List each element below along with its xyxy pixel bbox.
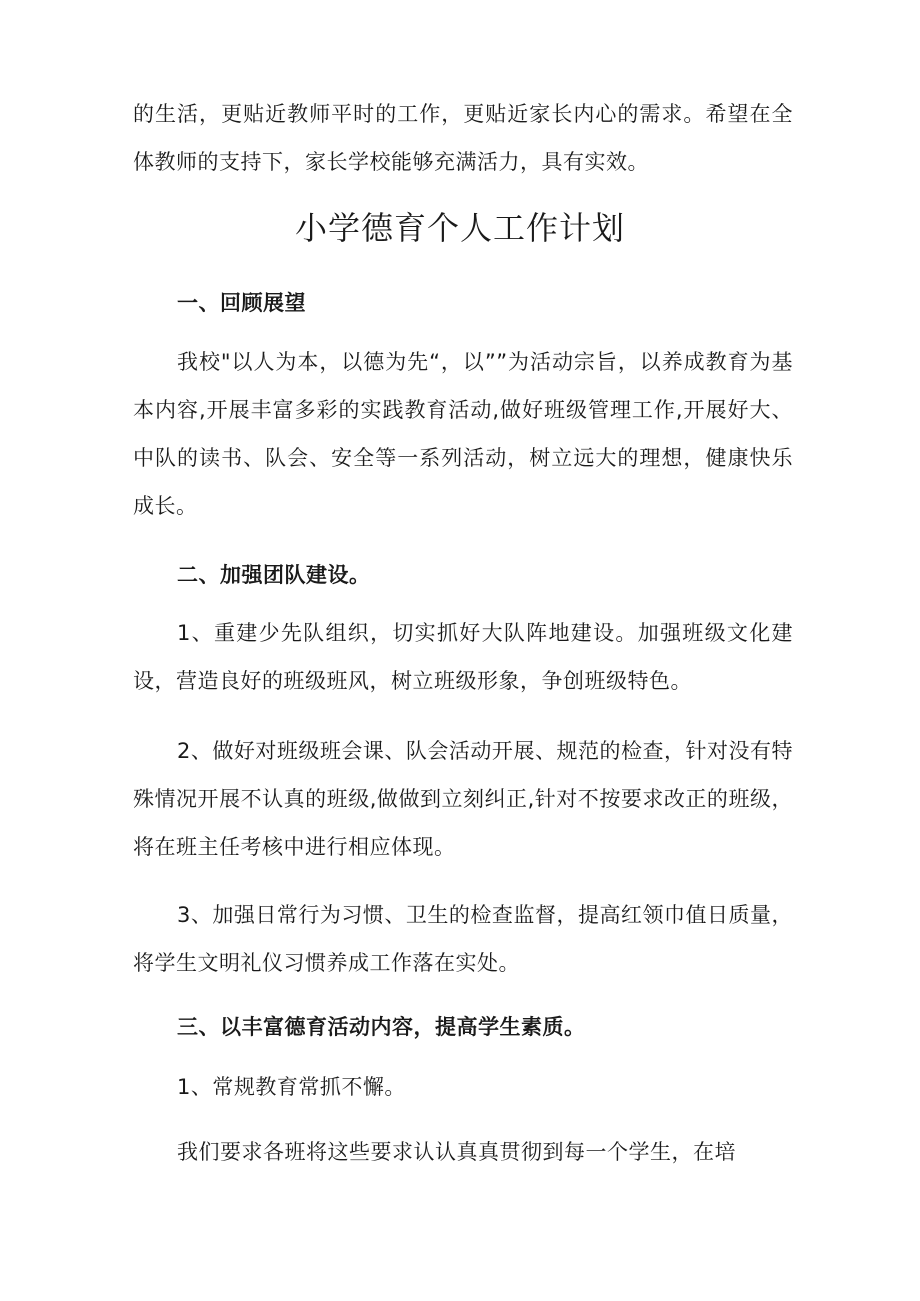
activities-paragraph: 我们要求各班将这些要求认认真真贯彻到每一个学生，在培 [177, 1140, 736, 1164]
activities-subheading: 1、常规教育常抓不懈。 [177, 1075, 406, 1099]
team-item-3: 3、加强日常行为习惯、卫生的检查监督，提高红领巾值日质量，将学生文明礼仪习惯养成工作落在实处。 [133, 903, 793, 975]
intro-continuation-paragraph: 的生活，更贴近教师平时的工作，更贴近家长内心的需求。希望在全体教师的支持下，家长学校能够充满活力，具有实效。 [133, 102, 793, 174]
team-item-1: 1、重建少先队组织，切实抓好大队阵地建设。加强班级文化建设，营造良好的班级班风，树立班级形象，争创班级特色。 [133, 621, 793, 693]
team-item-2: 2、做好对班级班会课、队会活动开展、规范的检查，针对没有特殊情况开展不认真的班级,做做到立刻纠正,针对不按要求改正的班级，将在班主任考核中进行相应体现。 [133, 739, 793, 859]
section-heading-team: 二、加强团队建设。 [177, 563, 371, 587]
section-heading-activities: 三、以丰富德育活动内容，提高学生素质。 [177, 1015, 586, 1039]
review-paragraph: 我校"以人为本，以德为先“，以””为活动宗旨，以养成教育为基本内容,开展丰富多彩的实践教育活动,做好班级管理工作,开展好大、中队的读书、队会、安全等一系列活动，树立远大的理想，健康快乐成长。 [133, 350, 793, 518]
document-title: 小学德育个人工作计划 [294, 209, 625, 247]
section-heading-review: 一、回顾展望 [177, 291, 306, 315]
